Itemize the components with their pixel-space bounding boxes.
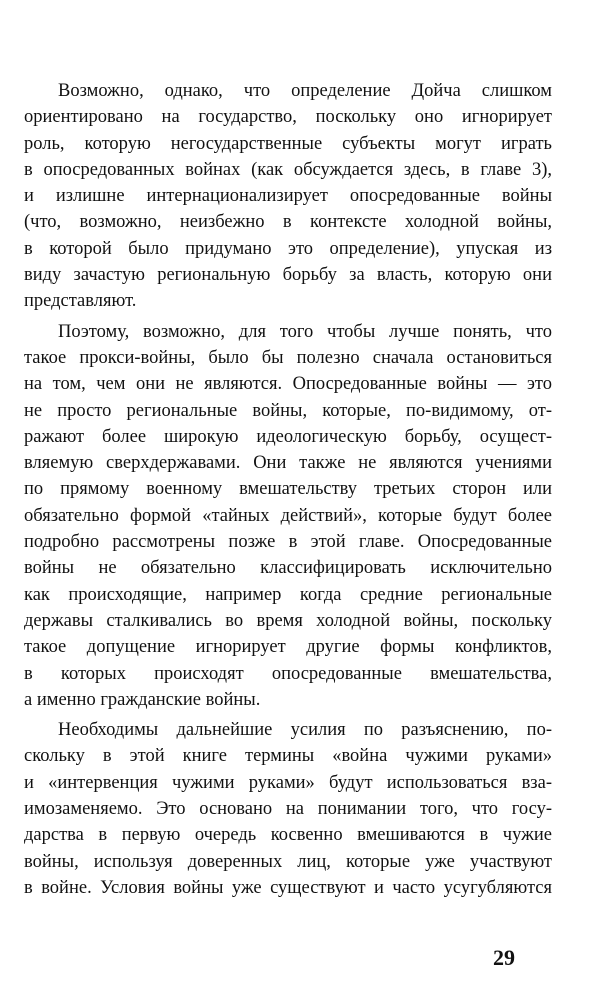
text-line: Необходимы дальнейшие усилия по разъяснению, по- (58, 720, 552, 741)
text-line: (что, возможно, неизбежно в контексте холодной войны, (24, 212, 552, 233)
text-line: в войне. Условия войны уже существуют и часто усугубляются (24, 877, 552, 898)
text-line: Поэтому, возможно, для того чтобы лучше понять, что (58, 321, 552, 342)
text-line: ражают более широкую идеологическую борьбу, осущест- (24, 426, 552, 447)
text-line: а именно гражданские войны. (24, 689, 261, 710)
text-line: обязательно формой «тайных действий», которые будут более (24, 505, 552, 526)
text-line: ориентировано на государство, поскольку оно игнорирует (24, 107, 552, 128)
text-line: в которой было придумано это определение), упуская из (24, 238, 552, 259)
text-line: как происходящие, например когда средние региональные (24, 584, 552, 605)
text-line: на том, чем они не являются. Опосредованные войны — это (24, 374, 552, 395)
text-line: вляемую сверхдержавами. Они также не являются учениями (24, 453, 552, 474)
text-line: роль, которую негосударственные субъекты могут играть (24, 133, 552, 154)
text-line: Возможно, однако, что определение Дойча слишком (58, 81, 552, 101)
text-line: такое прокси-войны, было бы полезно сначала остановиться (24, 347, 552, 368)
text-line: виду зачастую региональную борьбу за власть, которую они (24, 265, 552, 286)
text-line: скольку в этой книге термины «война чужими руками» (24, 746, 552, 767)
text-line: не просто региональные войны, которые, по-видимому, от- (24, 400, 552, 421)
paragraph-1 (24, 78, 552, 315)
text-line: по прямому военному вмешательству третьих сторон или (24, 479, 552, 500)
text-line: в опосредованных войнах (как обсуждается здесь, в главе 3), (24, 159, 552, 180)
paragraph-2 (24, 319, 552, 713)
paragraph-3 (24, 717, 552, 901)
text-line: в которых происходят опосредованные вмешательства, (24, 663, 552, 684)
text-line: державы сталкивались во время холодной войны, поскольку (24, 610, 552, 631)
document-body (24, 78, 552, 901)
text-line: такое допущение игнорирует другие формы конфликтов, (24, 637, 552, 658)
text-line: и излишне интернационализирует опосредованные войны (24, 186, 552, 207)
text-line: подробно рассмотрены позже в этой главе. Опосредованные (24, 532, 552, 553)
page-number: 29 (493, 945, 515, 970)
text-line: войны, используя доверенных лиц, которые уже участвуют (24, 851, 552, 872)
text-line: войны не обязательно классифицировать исключительно (24, 558, 552, 579)
text-line: имозаменяемо. Это основано на понимании того, что госу- (24, 799, 552, 820)
text-line: и «интервенция чужими руками» будут использоваться вза- (24, 772, 552, 793)
text-line: представляют. (24, 291, 137, 312)
text-line: дарства в первую очередь косвенно вмешиваются в чужие (24, 825, 552, 846)
